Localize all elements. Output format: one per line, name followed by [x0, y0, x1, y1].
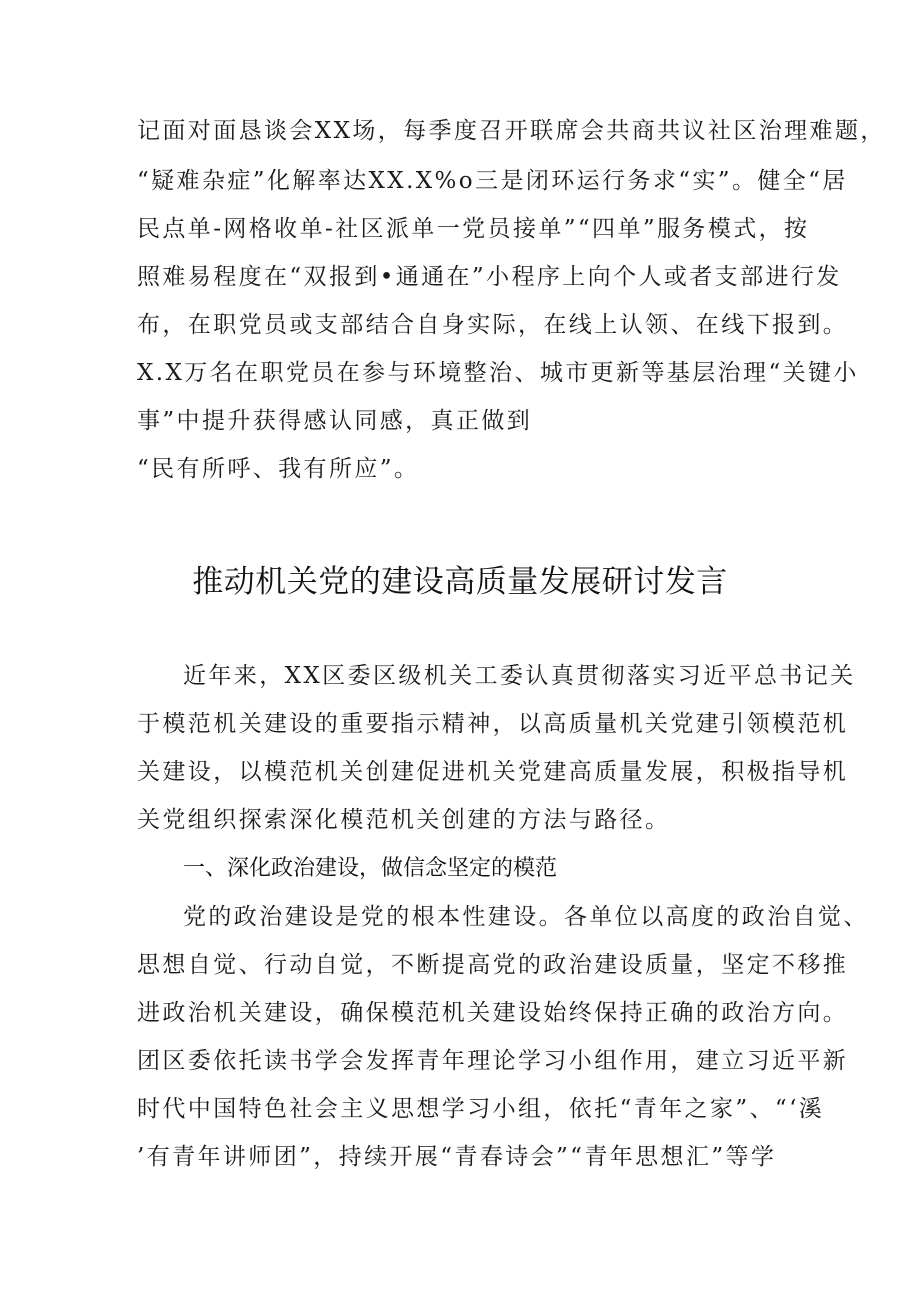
text-line: “疑难杂症”化解率达XX.X%o三是闭环运行务求“实”。健全“居 [137, 168, 848, 194]
text-line: 党的政治建设是党的根本性建设。各单位以高度的政治自觉、 [183, 904, 869, 930]
text-line: 事”中提升获得感认同感，真正做到 [137, 408, 533, 434]
text-line: 民点单-网格收单-社区派单一党员接单”“四单”服务模式，按 [137, 216, 810, 242]
text-line: 近年来，XX区委区级机关工委认真贯彻落实习近平总书记关 [183, 663, 856, 689]
text-line: ’有青年讲师团”，持续开展“青春诗会”“青年思想汇”等学 [137, 1144, 777, 1170]
text-line: 关建设，以模范机关创建促进机关党建高质量发展，积极指导机 [137, 759, 849, 785]
text-line: 照难易程度在“双报到•通通在”小程序上向个人或者支部进行发 [137, 264, 842, 290]
text-line: X.X万名在职党员在参与环境整治、城市更新等基层治理“关键小 [137, 360, 859, 386]
text-line: 布，在职党员或支部结合自身实际，在线上认领、在线下报到。 [137, 312, 849, 338]
text-line: 团区委依托读书学会发挥青年理论学习小组作用，建立习近平新 [137, 1048, 849, 1074]
text-line: 记面对面恳谈会XX场，每季度召开联席会共商共议社区治理难题， [137, 118, 886, 144]
text-line: 进政治机关建设，确保模范机关建设始终保持正确的政治方向。 [137, 1000, 849, 1026]
section-heading: 一、深化政治建设，做信念坚定的模范 [183, 856, 558, 881]
text-line: 思想自觉、行动自觉，不断提高党的政治建设质量，坚定不移推 [137, 952, 849, 978]
text-line: 于模范机关建设的重要指示精神，以高质量机关党建引领模范机 [137, 711, 849, 737]
document-title: 推动机关党的建设高质量发展研讨发言 [192, 564, 728, 600]
text-line: 时代中国特色社会主义思想学习小组，依托“青年之家”、“‘溪 [137, 1096, 825, 1122]
text-line: 关党组织探索深化模范机关创建的方法与路径。 [137, 807, 671, 833]
text-line: “民有所呼、我有所应”。 [137, 456, 420, 482]
